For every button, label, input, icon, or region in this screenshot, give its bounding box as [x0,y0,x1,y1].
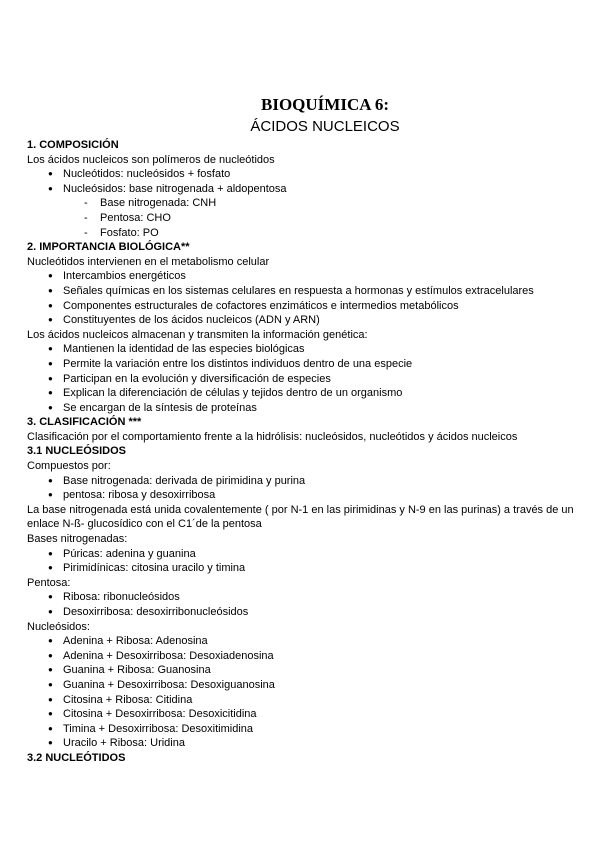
list-item: ● Ribosa: ribonucleósidos [27,590,575,605]
paragraph: Pentosa: [27,576,71,589]
paragraph: Los ácidos nucleicos almacenan y transmiten la información genética: [27,328,368,341]
list-item: ● pentosa: ribosa y desoxirribosa [27,488,575,503]
bullet-list [27,167,575,196]
list-item: ● Citosina + Desoxirribosa: Desoxicitidina [27,707,575,722]
paragraph: Nucleósidos: [27,620,90,633]
paragraph: La base nitrogenada está unida covalentemente ( por N-1 en las pirimidinas y N-9 en las purinas) a través de un enlace N-ß- glucosídico con el C1´de la pentosa [27,503,574,531]
list-item: ● Permite la variación entre los distintos individuos dentro de una especie [27,357,575,372]
list-item: ● Constituyentes de los ácidos nucleicos (ADN y ARN) [27,313,575,328]
list-item: ● Timina + Desoxirribosa: Desoxitimidina [27,722,575,737]
subsection-heading-nucleosidos: 3.1 NUCLEÓSIDOS [27,445,127,458]
list-item: ● Explican la diferenciación de células y tejidos dentro de un organismo [27,386,575,401]
list-item: ● Pirimidínicas: citosina uracilo y timina [27,561,575,576]
document-subtitle: ÁCIDOS NUCLEICOS [250,118,400,135]
list-item: ● Nucleótidos: nucleósidos + fosfato [27,167,575,182]
list-item: ● Intercambios energéticos [27,269,575,284]
list-item: ● Componentes estructurales de cofactores enzimáticos e intermedios metabólicos [27,299,575,314]
list-item: ● Adenina + Ribosa: Adenosina [27,634,575,649]
list-item: ● Mantienen la identidad de las especies biológicas [27,342,575,357]
list-item: ● Señales químicas en los sistemas celulares en respuesta a hormonas y estímulos extracelulares [27,284,575,299]
section-heading-clasificacion: 3. CLASIFICACIÓN *** [27,416,142,429]
document-page [27,94,575,766]
bullet-list [27,342,575,415]
list-item: ● Guanina + Ribosa: Guanosina [27,663,575,678]
list-item: ● Se encargan de la síntesis de proteínas [27,401,575,416]
paragraph: Compuestos por: [27,460,111,473]
bullet-list [27,269,575,327]
list-item: ● Uracilo + Ribosa: Uridina [27,736,575,751]
paragraph: Los ácidos nucleicos son polímeros de nucleótidos [27,153,275,166]
list-item: ● Participan en la evolución y diversificación de especies [27,372,575,387]
section-heading-composicion: 1. COMPOSICIÓN [27,139,119,151]
list-item: ● Citosina + Ribosa: Citidina [27,693,575,708]
list-item: - Pentosa: CHO [27,211,575,226]
list-item: ● Desoxirribosa: desoxirribonucleósidos [27,605,575,620]
list-item: - Fosfato: PO [27,226,575,241]
list-item: ● Guanina + Desoxirribosa: Desoxiguanosina [27,678,575,693]
section-heading-importancia: 2. IMPORTANCIA BIOLÓGICA** [27,241,190,254]
dash-list [27,196,575,240]
bullet-list [27,590,575,619]
paragraph: Bases nitrogenadas: [27,533,128,546]
list-item: - Base nitrogenada: CNH [27,196,575,211]
document-title: BIOQUÍMICA 6: [261,95,389,114]
list-item: ● Base nitrogenada: derivada de pirimidina y purina [27,474,575,489]
bullet-list [27,547,575,576]
list-item: ● Adenina + Desoxirribosa: Desoxiadenosina [27,649,575,664]
subsection-heading-nucleotidos: 3.2 NUCLEÓTIDOS [27,751,126,764]
paragraph: Clasificación por el comportamiento frente a la hidrólisis: nucleósidos, nucleótidos y ácidos nucleicos [27,430,518,443]
bullet-list [27,474,575,503]
list-item: ● Nucleósidos: base nitrogenada + aldopentosa [27,182,575,197]
bullet-list [27,634,575,751]
list-item: ● Púricas: adenina y guanina [27,547,575,562]
paragraph: Nucleótidos intervienen en el metabolismo celular [27,255,270,268]
